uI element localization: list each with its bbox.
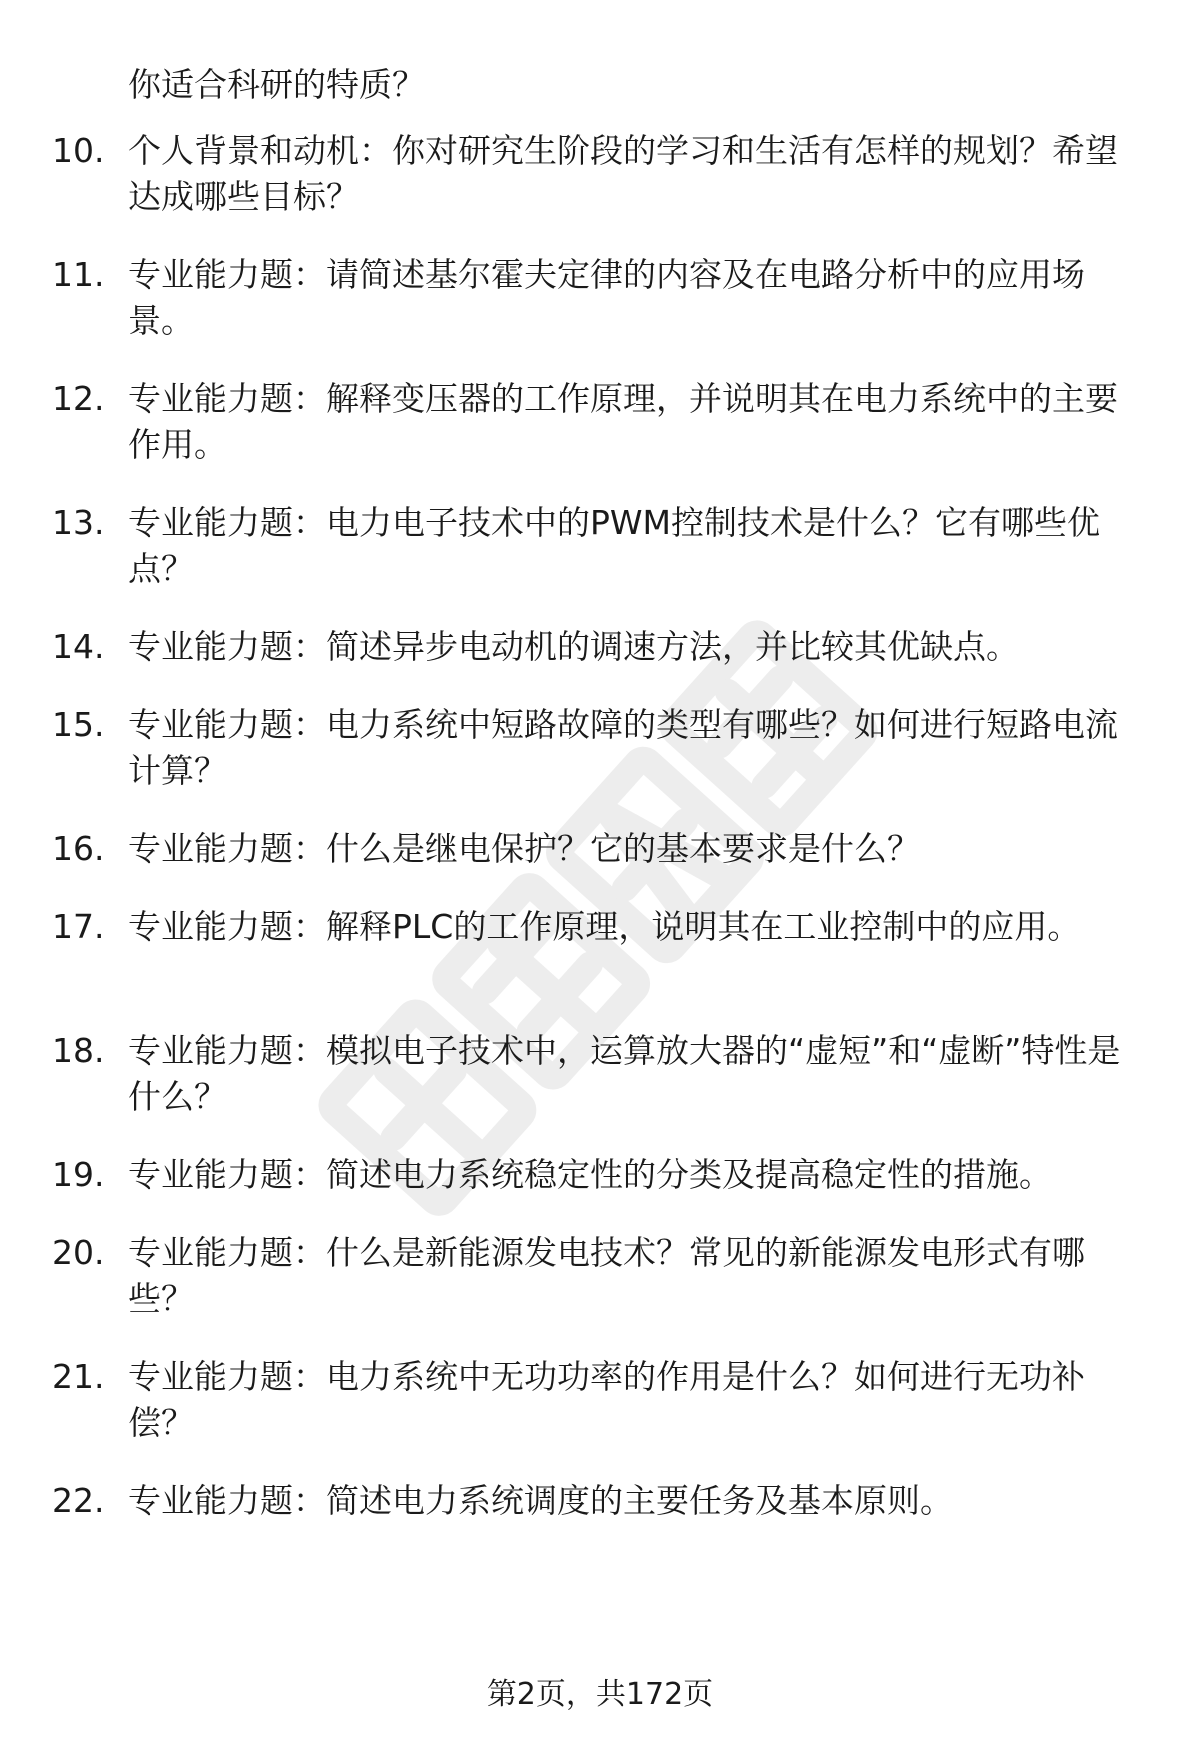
question-item	[0, 624, 1200, 702]
question-number: 12.	[52, 379, 105, 418]
question-item	[0, 1230, 1200, 1354]
question-text: 专业能力题：什么是继电保护？它的基本要求是什么？	[128, 829, 920, 868]
question-list	[0, 128, 1200, 1556]
continuation-line: 你适合科研的特质？	[128, 65, 425, 104]
question-item	[0, 376, 1200, 500]
question-number: 18.	[52, 1031, 105, 1070]
question-text: 专业能力题：简述异步电动机的调速方法，并比较其优缺点。	[128, 627, 1019, 666]
question-text: 专业能力题：解释变压器的工作原理，并说明其在电力系统中的主要作用。	[128, 379, 1118, 464]
question-item	[0, 826, 1200, 904]
question-number: 16.	[52, 829, 105, 868]
question-text: 专业能力题：电力系统中无功功率的作用是什么？如何进行无功补偿？	[128, 1357, 1085, 1442]
question-text: 专业能力题：什么是新能源发电技术？常见的新能源发电形式有哪些？	[128, 1233, 1085, 1318]
question-item	[0, 128, 1200, 252]
question-number: 13.	[52, 503, 105, 542]
question-text: 专业能力题：请简述基尔霍夫定律的内容及在电路分析中的应用场景。	[128, 255, 1085, 340]
question-item	[0, 252, 1200, 376]
question-number: 17.	[52, 907, 105, 946]
question-number: 10.	[52, 131, 105, 170]
question-text: 专业能力题：电力系统中短路故障的类型有哪些？如何进行短路电流计算？	[128, 705, 1118, 790]
question-item	[0, 904, 1200, 1028]
question-text: 专业能力题：解释PLC的工作原理，说明其在工业控制中的应用。	[128, 907, 1081, 946]
question-item	[0, 702, 1200, 826]
question-number: 20.	[52, 1233, 105, 1272]
question-item	[0, 500, 1200, 624]
question-number: 19.	[52, 1155, 105, 1194]
question-number: 14.	[52, 627, 105, 666]
question-item	[0, 1152, 1200, 1230]
question-text: 专业能力题：电力电子技术中的PWM控制技术是什么？它有哪些优点？	[128, 503, 1101, 588]
question-number: 15.	[52, 705, 105, 744]
question-text: 专业能力题：模拟电子技术中，运算放大器的“虚短”和“虚断”特性是什么？	[128, 1031, 1121, 1116]
question-number: 22.	[52, 1481, 105, 1520]
question-number: 21.	[52, 1357, 105, 1396]
page-footer: 第2页，共172页	[486, 1677, 714, 1712]
question-item	[0, 1354, 1200, 1478]
question-item	[0, 1478, 1200, 1556]
question-item	[0, 1028, 1200, 1152]
question-text: 专业能力题：简述电力系统调度的主要任务及基本原则。	[128, 1481, 953, 1520]
question-text: 个人背景和动机：你对研究生阶段的学习和生活有怎样的规划？希望达成哪些目标？	[128, 131, 1118, 216]
question-text: 专业能力题：简述电力系统稳定性的分类及提高稳定性的措施。	[128, 1155, 1052, 1194]
question-number: 11.	[52, 255, 105, 294]
